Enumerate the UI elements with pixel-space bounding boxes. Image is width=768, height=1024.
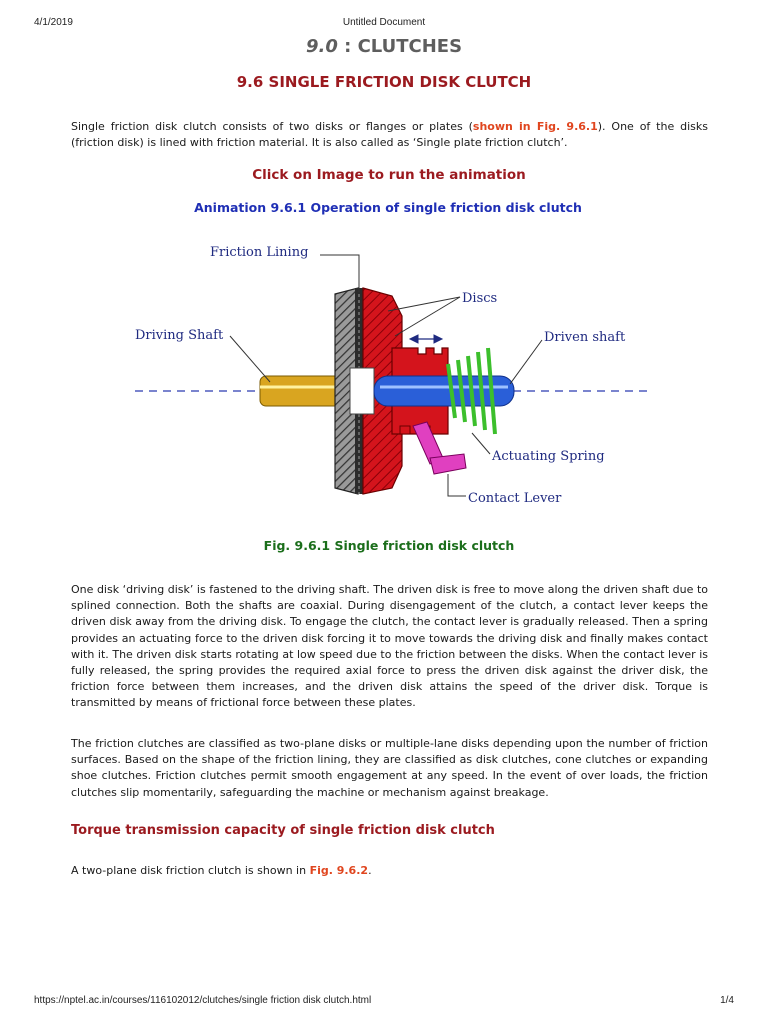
label-actuating-spring: Actuating Spring xyxy=(492,449,605,464)
chapter-heading xyxy=(0,36,768,57)
final-paragraph xyxy=(71,863,708,879)
label-contact-lever: Contact Lever xyxy=(468,491,562,506)
intro-paragraph xyxy=(71,119,708,151)
chapter-number: 9.0 xyxy=(305,36,338,57)
label-driven-shaft: Driven shaft xyxy=(544,330,626,345)
torque-subheading: Torque transmission capacity of single friction disk clutch xyxy=(71,823,495,838)
print-date: 4/1/2019 xyxy=(34,17,73,28)
label-driving-shaft: Driving Shaft xyxy=(135,328,224,343)
label-friction-lining: Friction Lining xyxy=(210,245,309,260)
clutch-animation-figure[interactable] xyxy=(130,236,650,526)
figure-caption: Fig. 9.6.1 Single friction disk clutch xyxy=(263,538,515,553)
chapter-title: CLUTCHES xyxy=(357,36,463,57)
animation-title: Animation 9.6.1 Operation of single friction disk clutch xyxy=(194,200,582,215)
final-text-before: A two-plane disk friction clutch is shown in xyxy=(71,864,310,877)
page-url: https://nptel.ac.in/courses/116102012/clutches/single friction disk clutch.html xyxy=(34,995,372,1006)
label-discs: Discs xyxy=(462,291,498,306)
chapter-separator: : xyxy=(337,36,358,57)
body-paragraph-2: The friction clutches are classified as two-plane disks or multiple-lane disks depending upon the number of friction surfaces. Based on the shape of the friction lining, they are classified as disk clutches, cone clutches or expanding shoe clutches. Friction clutches permit smooth engagement at any speed. In the event of over loads, the friction clutches slip momentarily, safeguarding the machine or mechanism against breakage. xyxy=(71,737,708,799)
double-arrow xyxy=(410,335,442,343)
fig-961-link[interactable]: shown in Fig. 9.6.1 xyxy=(472,120,598,133)
section-title: 9.6 SINGLE FRICTION DISK CLUTCH xyxy=(236,73,532,91)
page-number: 1/4 xyxy=(720,995,734,1006)
click-instruction: Click on Image to run the animation xyxy=(252,167,526,183)
fig-962-link[interactable]: Fig. 9.6.2 xyxy=(309,864,369,877)
body-paragraph-1: One disk ‘driving disk’ is fastened to the driving shaft. The driven disk is free to move along the driven shaft due to splined connection. Both the shafts are coaxial. During disengagement of the clutch, a contact lever keeps the driven disk away from the driving disk. To engage the clutch, the contact lever is gradually released. Then a spring provides an actuating force to the driven disk forcing it to move towards the driving disk and finally makes contact with it. The driven disk starts rotating at low speed due to the friction between the disks. When the contact lever is fully released, the spring provides the required axial force to press the driven disk against the driver disk, the friction force between them increases, and the driven disk attains the speed of the driver disk. Torque is transmitted by means of frictional force between these plates. xyxy=(71,583,708,710)
intro-text-after: ). One of the disks (friction disk) is lined with friction material. It is also called as ‘Single plate friction clutch’. xyxy=(71,120,708,150)
final-text-after: . xyxy=(368,864,372,877)
document-title: Untitled Document xyxy=(342,17,426,28)
intro-text-before: Single friction disk clutch consists of two disks or flanges or plates ( xyxy=(71,120,473,133)
